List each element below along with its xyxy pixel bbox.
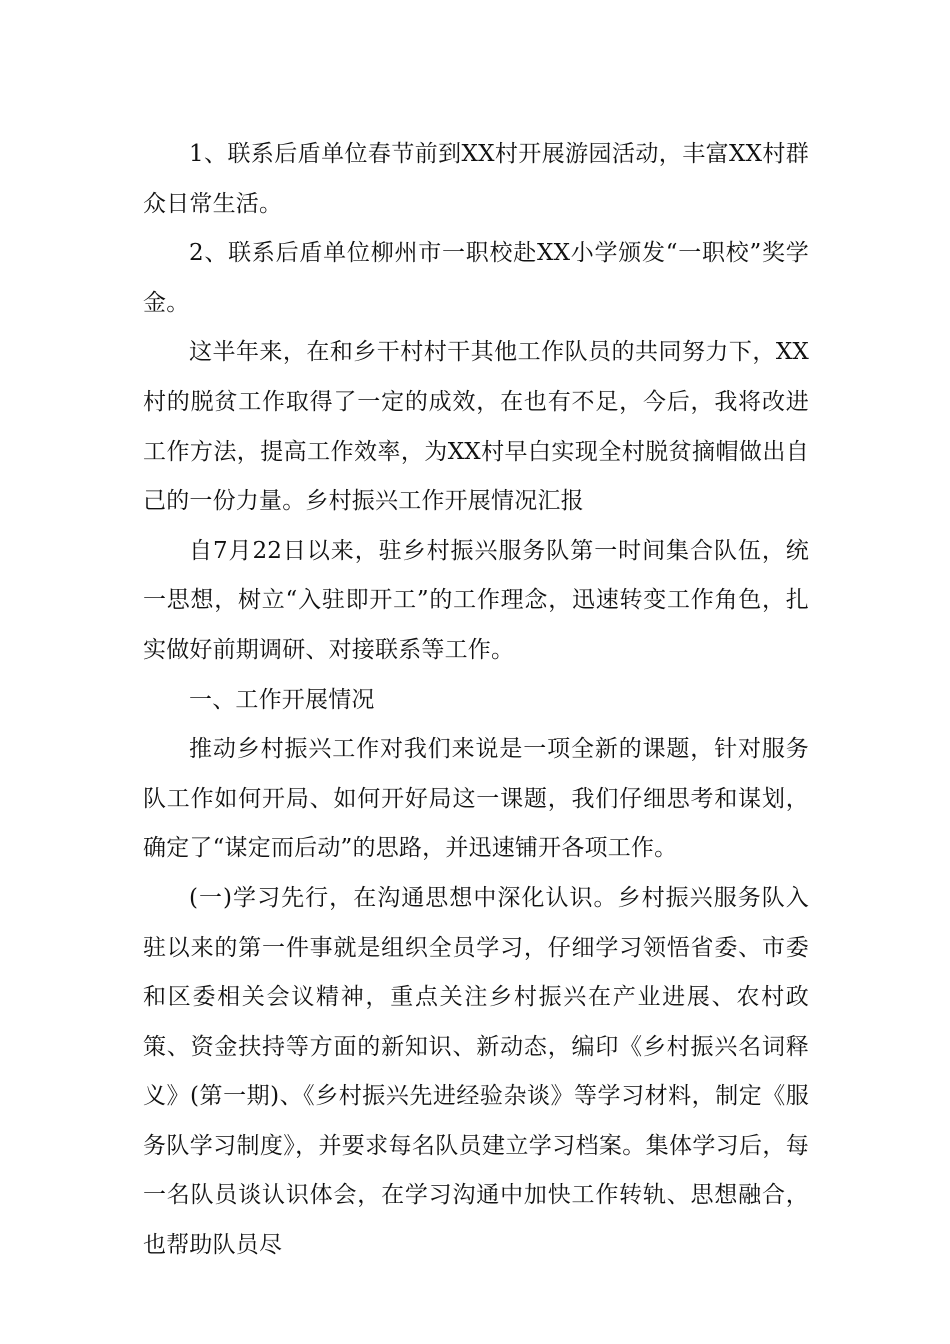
- paragraph-summary: 这半年来，在和乡干村村干其他工作队员的共同努力下，XX村的脱贫工作取得了一定的成效，在也有不足，今后，我将改进工作方法，提高工作效率，为XX村早白实现全村脱贫摘帽做出自己的一份力量。乡村振兴工作开展情况汇报: [143, 339, 809, 515]
- paragraph-overview: 推动乡村振兴工作对我们来说是一项全新的课题，针对服务队工作如何开局、如何开好局这一课题，我们仔细思考和谋划，确定了“谋定而后动”的思路，并迅速铺开各项工作。: [143, 736, 809, 862]
- paragraph-study: (一)学习先行，在沟通思想中深化认识。乡村振兴服务队入驻以来的第一件事就是组织全员学习，仔细学习领悟省委、市委和区委相关会议精神，重点关注乡村振兴在产业进展、农村政策、资金扶持等方面的新知识、新动态，编印《乡村振兴名词释义》(第一期)、《乡村振兴先进经验杂谈》等学习材料，制定《服务队学习制度》，并要求每名队员建立学习档案。集体学习后，每一名队员谈认识体会，在学习沟通中加快工作转轨、思想融合，也帮助队员尽: [143, 884, 809, 1259]
- paragraph-item-2: 2、联系后盾单位柳州市一职校赴XX小学颁发“一职校”奖学金。: [143, 240, 809, 316]
- paragraph-item-1: 1、联系后盾单位春节前到XX村开展游园活动，丰富XX村群众日常生活。: [143, 141, 809, 217]
- section-heading: 一、工作开展情况: [189, 686, 375, 713]
- document-body: [143, 130, 809, 1271]
- paragraph-intro: 自7月22日以来，驻乡村振兴服务队第一时间集合队伍，统一思想，树立“入驻即开工”的工作理念，迅速转变工作角色，扎实做好前期调研、对接联系等工作。: [143, 537, 809, 663]
